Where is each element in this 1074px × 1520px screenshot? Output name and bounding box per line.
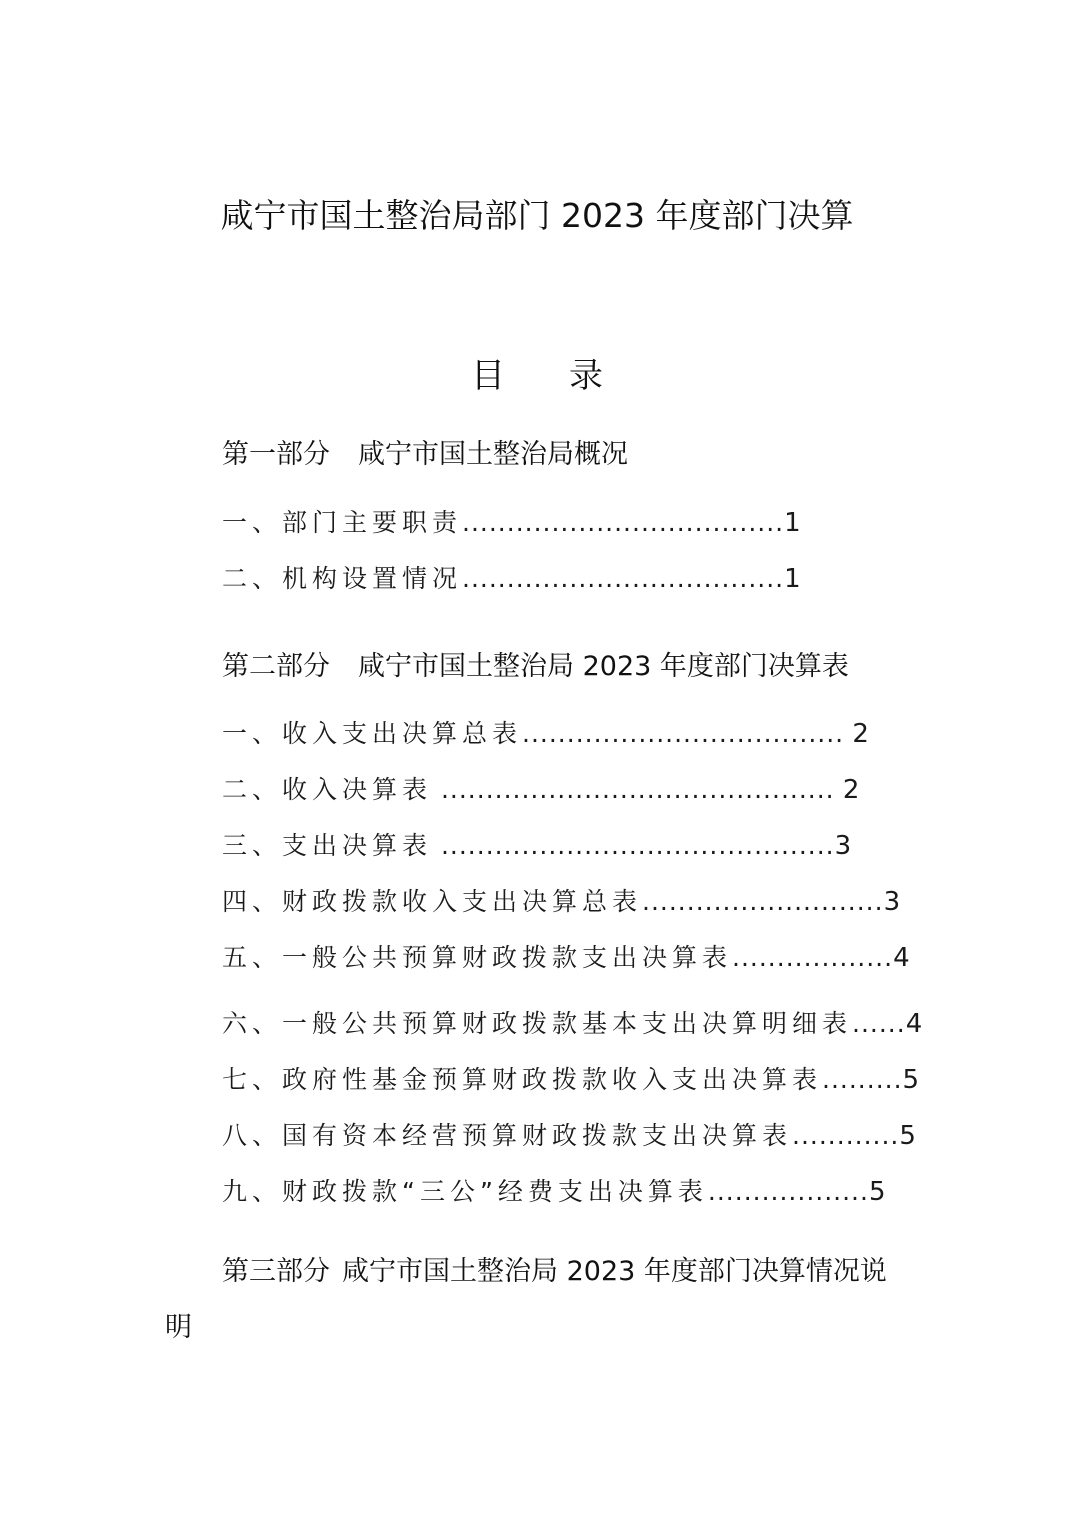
toc-entry[interactable] bbox=[222, 770, 859, 806]
toc-entry[interactable] bbox=[222, 559, 801, 595]
document-title: 咸宁市国土整治局部门 2023 年度部门决算 bbox=[220, 196, 854, 235]
toc-entry-page: 4 bbox=[893, 943, 910, 973]
toc-entry-label: 四、财政拨款收入支出决算总表 bbox=[222, 887, 643, 916]
toc-entry-page: 4 bbox=[905, 1009, 923, 1039]
toc-entry-label: 三、支出决算表 bbox=[222, 831, 433, 860]
part-name: 咸宁市国土整治局 2023 年度部门决算表 bbox=[358, 651, 849, 682]
toc-entry[interactable] bbox=[222, 1172, 886, 1208]
toc-entry-label: 七、政府性基金预算财政拨款收入支出决算表 bbox=[222, 1065, 823, 1094]
part-name: 咸宁市国土整治局概况 bbox=[358, 439, 628, 470]
toc-heading-char-1: 目 bbox=[471, 356, 505, 396]
part-1-heading bbox=[222, 432, 628, 471]
part-label: 第一部分 bbox=[222, 439, 330, 470]
toc-entry-label: 六、一般公共预算财政拨款基本支出决算明细表 bbox=[222, 1009, 853, 1038]
toc-entry-leader: ........................... bbox=[642, 887, 884, 916]
toc-entry[interactable] bbox=[222, 714, 869, 750]
toc-entry-leader: ...... bbox=[852, 1009, 906, 1038]
part-3-heading bbox=[222, 1249, 887, 1288]
toc-entry-leader: ............................................ bbox=[432, 775, 835, 804]
toc-entry-leader: ......... bbox=[822, 1065, 903, 1094]
toc-entry-leader: .................................... bbox=[462, 564, 785, 593]
toc-entry-leader: .................................... bbox=[522, 719, 845, 748]
toc-entry-page: 3 bbox=[834, 831, 852, 861]
toc-entry-label: 八、国有资本经营预算财政拨款支出决算表 bbox=[222, 1121, 793, 1150]
toc-entry-label: 二、收入决算表 bbox=[222, 775, 433, 804]
toc-heading bbox=[0, 348, 1074, 397]
toc-entry-leader: .................. bbox=[732, 943, 894, 972]
toc-entry-label: 一、收入支出决算总表 bbox=[222, 719, 523, 748]
toc-entry-leader: ............ bbox=[792, 1121, 900, 1150]
toc-entry[interactable] bbox=[222, 1116, 916, 1152]
toc-entry-label: 九、财政拨款“三公”经费支出决算表 bbox=[222, 1177, 708, 1206]
toc-entry-page: 5 bbox=[899, 1121, 916, 1151]
toc-entry[interactable] bbox=[222, 882, 900, 918]
toc-entry[interactable] bbox=[222, 1004, 922, 1040]
toc-entry[interactable] bbox=[222, 938, 910, 974]
part-3-heading-continued: 明 bbox=[165, 1312, 192, 1343]
toc-entry[interactable] bbox=[222, 503, 801, 539]
part-2-heading bbox=[222, 644, 849, 683]
toc-entry[interactable] bbox=[222, 1060, 919, 1096]
toc-entry-leader: .................................... bbox=[462, 508, 785, 537]
toc-entry-label: 五、一般公共预算财政拨款支出决算表 bbox=[222, 943, 733, 972]
toc-heading-char-2: 录 bbox=[569, 356, 603, 396]
toc-entry-page: 2 bbox=[834, 775, 860, 805]
part-label: 第三部分 bbox=[222, 1256, 330, 1287]
toc-entry-page: 1 bbox=[784, 508, 801, 538]
toc-entry-label: 一、部门主要职责 bbox=[222, 508, 463, 537]
toc-entry[interactable] bbox=[222, 826, 851, 862]
toc-entry-page: 2 bbox=[844, 719, 869, 749]
toc-entry-page: 5 bbox=[902, 1065, 920, 1095]
toc-entry-page: 3 bbox=[883, 887, 901, 917]
toc-entry-leader: .................. bbox=[707, 1177, 869, 1206]
part-name: 咸宁市国土整治局 2023 年度部门决算情况说 bbox=[342, 1256, 887, 1287]
toc-entry-page: 1 bbox=[784, 564, 801, 594]
toc-entry-leader: ............................................ bbox=[432, 831, 835, 860]
part-label: 第二部分 bbox=[222, 651, 330, 682]
toc-entry-page: 5 bbox=[868, 1177, 886, 1207]
toc-entry-label: 二、机构设置情况 bbox=[222, 564, 463, 593]
